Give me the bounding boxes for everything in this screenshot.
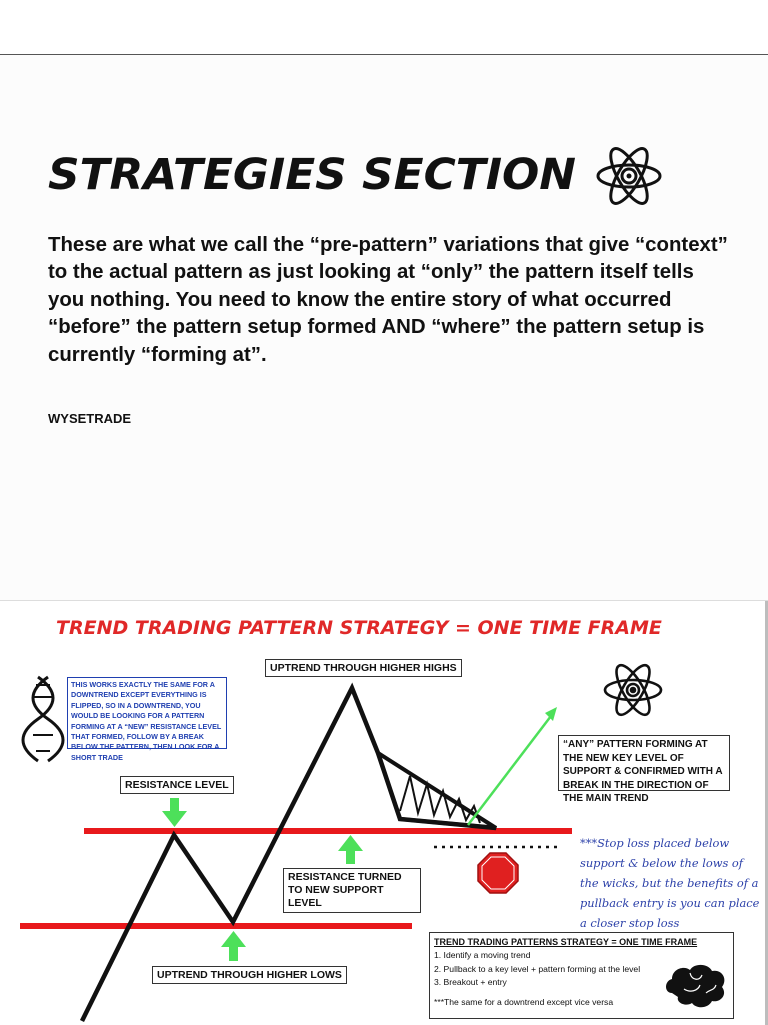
dna-icon [23, 677, 63, 761]
summary-note: ***The same for a downtrend except vice versa [434, 996, 614, 1007]
summary-title: TREND TRADING PATTERNS STRATEGY = ONE TIME FRAME [434, 937, 698, 947]
summary-step: 1. Identify a moving trend [434, 950, 531, 961]
breakout-arrowhead [545, 707, 557, 721]
brand-name: WYSETRADE [48, 411, 132, 426]
pattern-zigzag [400, 776, 480, 823]
strategy-summary-box [429, 932, 734, 1019]
intro-paragraph: These are what we call the “pre-pattern” variations that give “context” to the actual pattern as just looking at “only” the pattern itself tells you nothing. You need to know the entire story of what occurred “before” the pattern setup formed AND “where” the pattern setup is currently “forming at”. [48, 234, 728, 366]
breakout-arrow [468, 716, 551, 825]
stop-loss-note: ***Stop loss placed below support & below the lows of the wicks, but the benefits of a pullback entry is you can place a closer stop loss [580, 836, 760, 930]
uptrend-higher-lows-label: UPTREND THROUGH HIGHER LOWS [152, 966, 347, 984]
uptrend-higher-highs-label: UPTREND THROUGH HIGHER HIGHS [265, 659, 462, 677]
atom-icon [594, 138, 664, 214]
page-title: STRATEGIES SECTION [48, 150, 577, 200]
slide-title: TREND TRADING PATTERN STRATEGY = ONE TIME FRAME [56, 617, 662, 639]
summary-step: 2. Pullback to a key level + pattern forming at the level [434, 963, 641, 974]
downtrend-note: THIS WORKS EXACTLY THE SAME FOR A DOWNTREND EXCEPT EVERYTHING IS FLIPPED, SO IN A DOWNTREND, YOU WOULD BE LOOKING FOR A PATTERN FORMING AT A “NEW” RESISTANCE LEVEL THAT FORMED, FOLLOW BY A BREAK BELOW THE PATTERN, THEN LOOK FOR A SHORT TRADE [67, 677, 227, 749]
summary-step: 3. Breakout + entry [434, 977, 507, 988]
higher-lows-arrow [221, 931, 246, 961]
resistance-line [84, 828, 572, 834]
support-arrow [338, 835, 363, 864]
stop-sign-icon [478, 853, 518, 893]
trend-strategy-slide [0, 600, 768, 1025]
resistance-level-label: RESISTANCE LEVEL [120, 776, 234, 794]
any-pattern-label: “ANY” PATTERN FORMING AT THE NEW KEY LEVEL OF SUPPORT & CONFIRMED WITH A BREAK IN THE DIRECTION OF THE MAIN TREND [558, 735, 730, 791]
atom-icon [605, 661, 661, 719]
new-support-level-label: RESISTANCE TURNED TO NEW SUPPORT LEVEL [283, 868, 421, 913]
support-line [20, 923, 412, 929]
resistance-arrow [162, 798, 187, 827]
